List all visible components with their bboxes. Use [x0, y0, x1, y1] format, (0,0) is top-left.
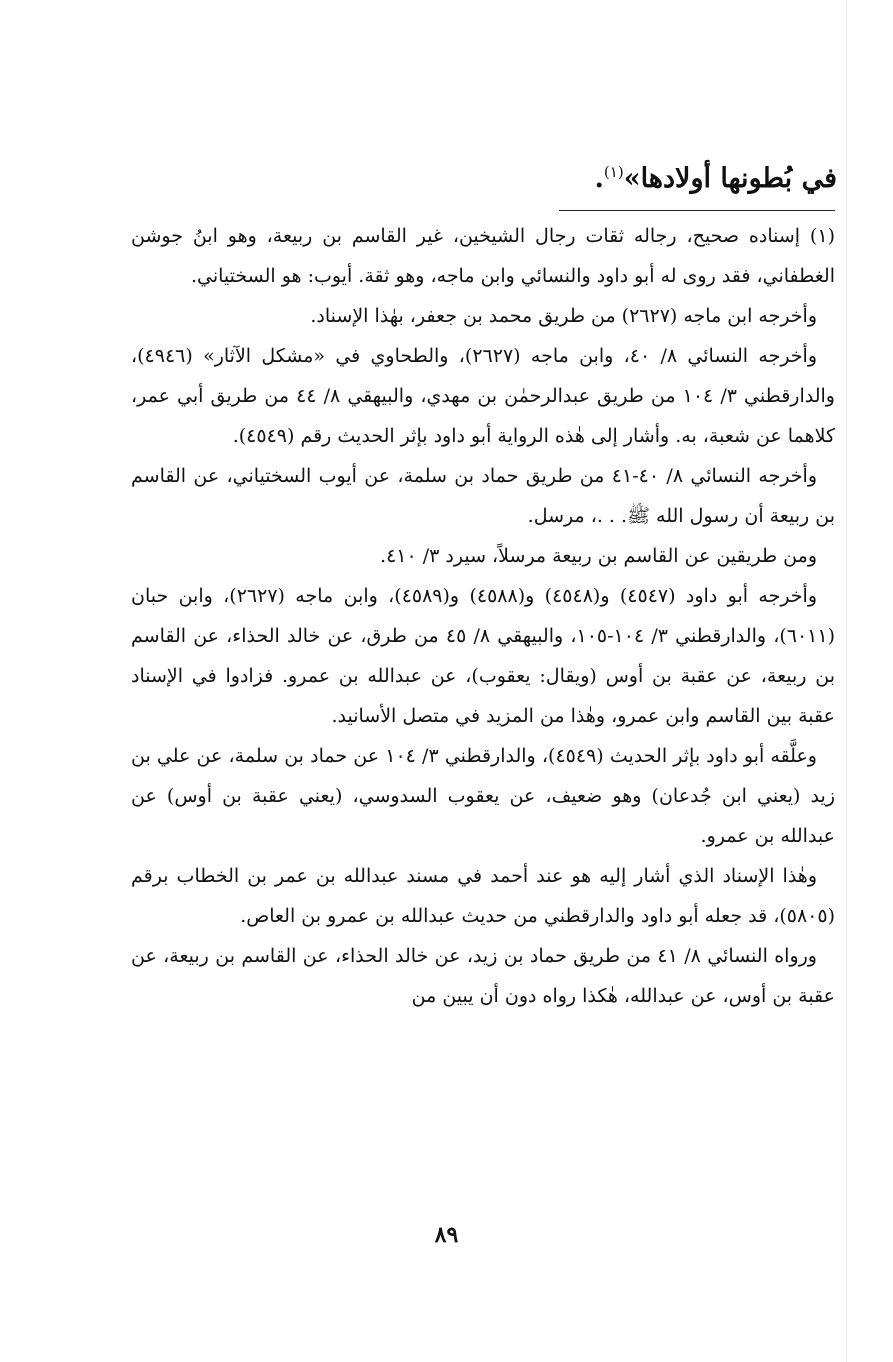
footnote-paragraph-3: وأخرجه النسائي ٨/ ٤٠، وابن ماجه (٢٦٢٧)، والطحاوي في «مشكل الآثار» (٤٩٤٦)، والدارقطني ٣/ ١٠٤ من طريق عبدالرحمٰن بن مهدي، والبيهقي ٨/ ٤٤ من طريق أبي عمر، كلاهما عن شعبة، به. وأشار إلى هٰذه الرواية أبو داود بإثر الحديث رقم (٤٥٤٩). — [131, 345, 835, 447]
footnote-reference: (١) — [603, 163, 624, 181]
main-text: في بُطونها أولادها» — [623, 163, 837, 194]
footnote-paragraph-9: ورواه النسائي ٨/ ٤١ من طريق حماد بن زيد، عن خالد الحذاء، عن القاسم بن ربيعة، عن عقبة بن أوس، عن عبدالله، هٰكذا رواه دون أن يبين من — [131, 945, 835, 1007]
footnote-separator-rule — [559, 210, 835, 211]
footnote-paragraph-6: وأخرجه أبو داود (٤٥٤٧) و(٤٥٤٨) و(٤٥٨٨) و(٤٥٨٩)، وابن ماجه (٢٦٢٧)، وابن حبان (٦٠١١)، والدارقطني ٣/ ١٠٤-١٠٥، والبيهقي ٨/ ٤٥ من طرق، عن خالد الحذاء، عن القاسم بن ربيعة، عن عقبة بن أوس (ويقال: يعقوب)، عن عبدالله بن عمرو. فزادوا في الإسناد عقبة بين القاسم وابن عمرو، وهٰذا من المزيد في متصل الأسانيد. — [131, 585, 835, 727]
page-number: ٨٩ — [434, 1222, 459, 1248]
page-edge-shadow — [846, 0, 847, 1362]
footnote-paragraph-1: (١) إسناده صحيح، رجاله ثقات رجال الشيخين، غير القاسم بن ربيعة، وهو ابنُ جوشن الغطفاني، فقد روى له أبو داود والنسائي وابن ماجه، وهو ثقة. أيوب: هو السختياني. — [131, 225, 835, 287]
footnote-paragraph-2: وأخرجه ابن ماجه (٢٦٢٧) من طريق محمد بن جعفر، بهٰذا الإسناد. — [310, 305, 817, 327]
footnote-paragraph-5: ومن طريقين عن القاسم بن ربيعة مرسلاً، سيرد ٣/ ٤١٠. — [380, 545, 817, 567]
footnotes-section — [131, 216, 835, 1016]
main-text-line — [57, 152, 837, 199]
footnote-paragraph-8: وهٰذا الإسناد الذي أشار إليه هو عند أحمد في مسند عبدالله بن عمر بن الخطاب برقم (٥٨٠٥)، قد جعله أبو داود والدارقطني من حديث عبدالله بن عمرو بن العاص. — [131, 865, 835, 927]
main-text-end: . — [594, 163, 604, 194]
footnote-paragraph-4: وأخرجه النسائي ٨/ ٤٠-٤١ من طريق حماد بن سلمة، عن أيوب السختياني، عن القاسم بن ربيعة أن رسول الله ﷺ. . .، مرسل. — [131, 465, 835, 527]
footnote-paragraph-7: وعلَّقه أبو داود بإثر الحديث (٤٥٤٩)، والدارقطني ٣/ ١٠٤ عن حماد بن سلمة، عن علي بن زيد (يعني ابن جُدعان) وهو ضعيف، عن يعقوب السدوسي، (يعني عقبة بن أوس) عن عبدالله بن عمرو. — [131, 745, 835, 847]
